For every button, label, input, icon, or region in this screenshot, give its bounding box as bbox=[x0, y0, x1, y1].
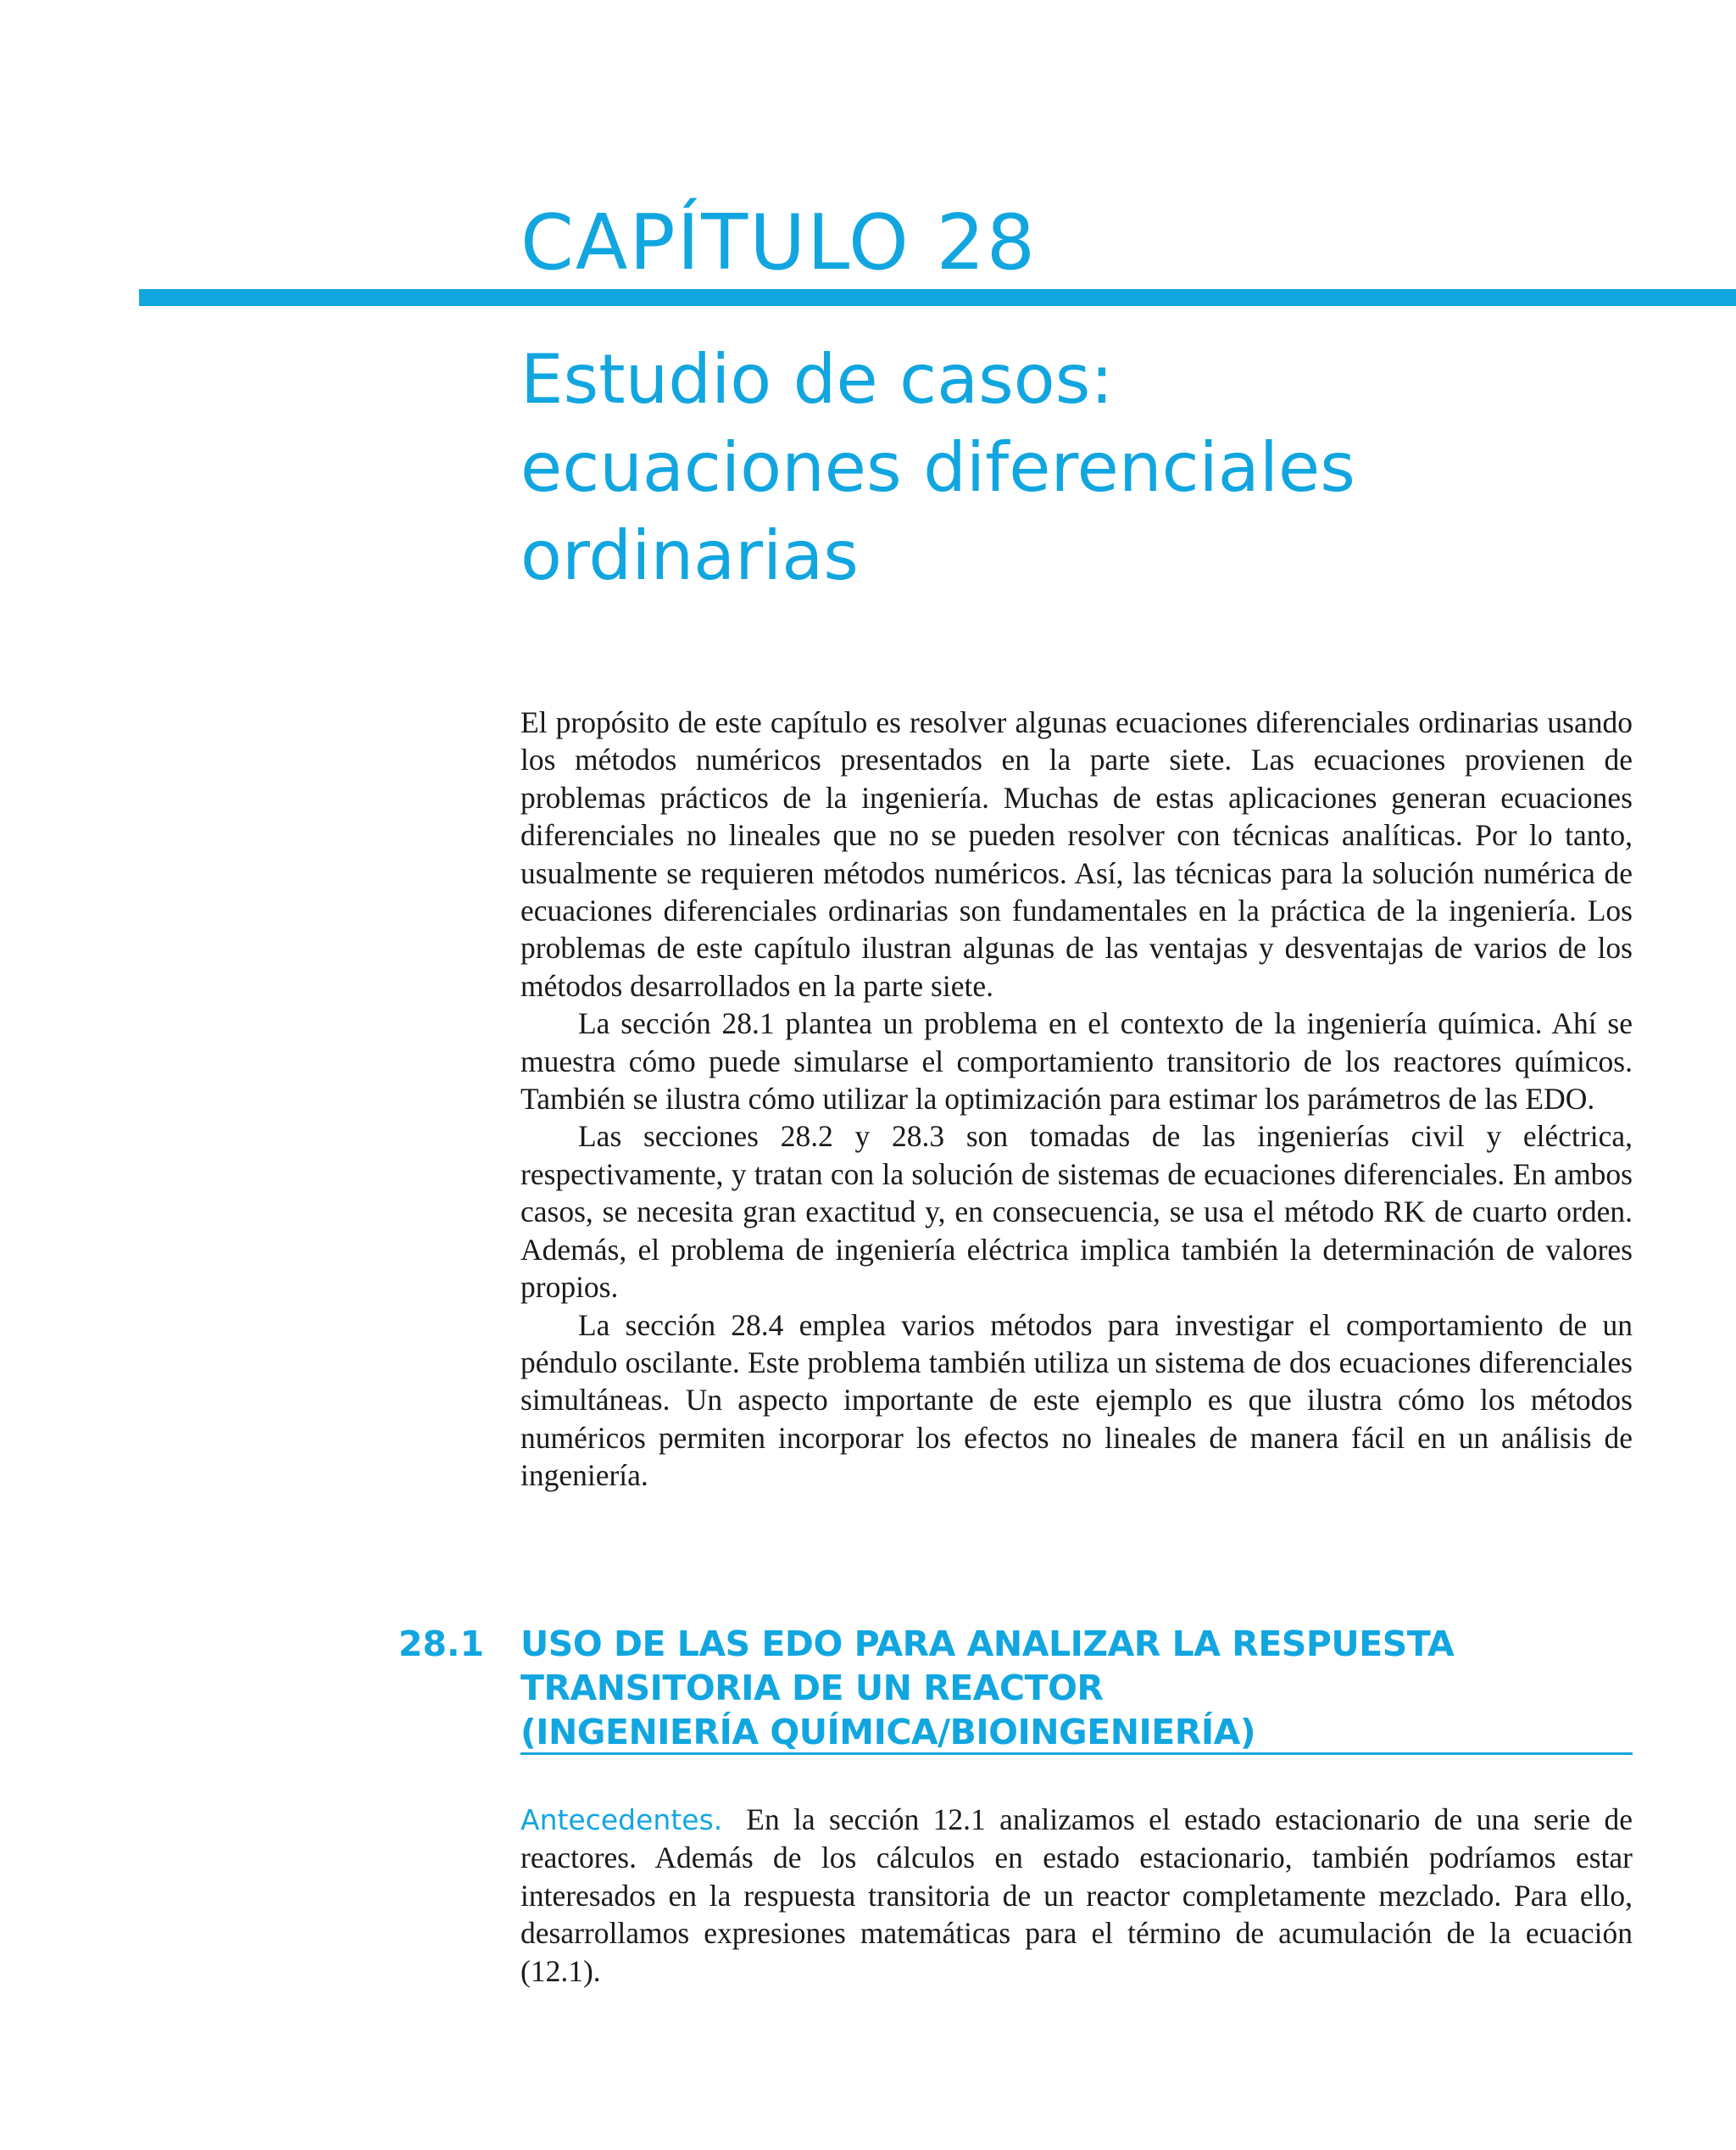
chapter-title-line: ordinarias bbox=[520, 516, 859, 595]
section-rule bbox=[520, 1752, 1633, 1755]
section-heading bbox=[520, 1622, 1633, 1754]
chapter-title-line: Estudio de casos: bbox=[520, 340, 1114, 419]
section-heading-line: TRANSITORIA DE UN REACTOR bbox=[520, 1668, 1104, 1708]
intro-paragraph: El propósito de este capítulo es resolver algunas ecuaciones diferenciales ordinarias usando los métodos numéricos presentados en la parte siete. Las ecuaciones provienen de problemas prácticos de la ingeniería. Muchas de estas aplicaciones generan ecuaciones diferenciales no lineales que no se pueden resolver con técnicas analíticas. Por lo tanto, usualmente se requieren métodos numéricos. Así, las técnicas para la solución numérica de ecuaciones diferenciales ordinarias son fundamentales en la práctica de la ingeniería. Los problemas de este capítulo ilustran algunas de las ventajas y desventajas de varios de los métodos desarrollados en la parte siete. bbox=[520, 705, 1633, 1003]
section-number: 28.1 bbox=[398, 1624, 485, 1664]
section-heading-line: (INGENIERÍA QUÍMICA/BIOINGENIERÍA) bbox=[520, 1712, 1256, 1752]
chapter-title bbox=[520, 336, 1622, 600]
background-paragraph-text bbox=[520, 1801, 1633, 1990]
intro-paragraph: La sección 28.1 plantea un problema en el contexto de la ingeniería química. Ahí se muestra cómo puede simularse el comportamiento transitorio de los reactores químicos. También se ilustra cómo utilizar la optimización para estimar los parámetros de las EDO. bbox=[520, 1006, 1633, 1117]
section-heading-line: USO DE LAS EDO PARA ANALIZAR LA RESPUESTA bbox=[520, 1624, 1455, 1664]
chapter-rule bbox=[139, 289, 1736, 306]
background-paragraph bbox=[520, 1801, 1633, 1990]
background-body: En la sección 12.1 analizamos el estado estacionario de una serie de reactores. Además de los cálculos en estado estacionario, también podríamos estar interesados en la respuesta transitoria de un reactor completamente mezclado. Para ello, desarrollamos expresiones matemáticas para el término de acumulación de la ecuación (12.1). bbox=[520, 1802, 1633, 1988]
intro-paragraph: La sección 28.4 emplea varios métodos para investigar el comportamiento de un péndulo oscilante. Este problema también utiliza un sistema de dos ecuaciones diferenciales simultáneas. Un aspecto importante de este ejemplo es que ilustra cómo los métodos numéricos permiten incorporar los efectos no lineales de manera fácil en un análisis de ingeniería. bbox=[520, 1307, 1633, 1493]
chapter-label: CAPÍTULO 28 bbox=[520, 198, 1037, 287]
chapter-title-line: ecuaciones diferenciales bbox=[520, 428, 1355, 507]
intro-text bbox=[520, 704, 1633, 1495]
intro-paragraph: Las secciones 28.2 y 28.3 son tomadas de las ingenierías civil y eléctrica, respectivamente, y tratan con la solución de sistemas de ecuaciones diferenciales. En ambos casos, se necesita gran exactitud y, en consecuencia, se usa el método RK de cuarto orden. Además, el problema de ingeniería eléctrica implica también la determinación de valores propios. bbox=[520, 1119, 1633, 1305]
runin-label: Antecedentes. bbox=[520, 1803, 723, 1836]
